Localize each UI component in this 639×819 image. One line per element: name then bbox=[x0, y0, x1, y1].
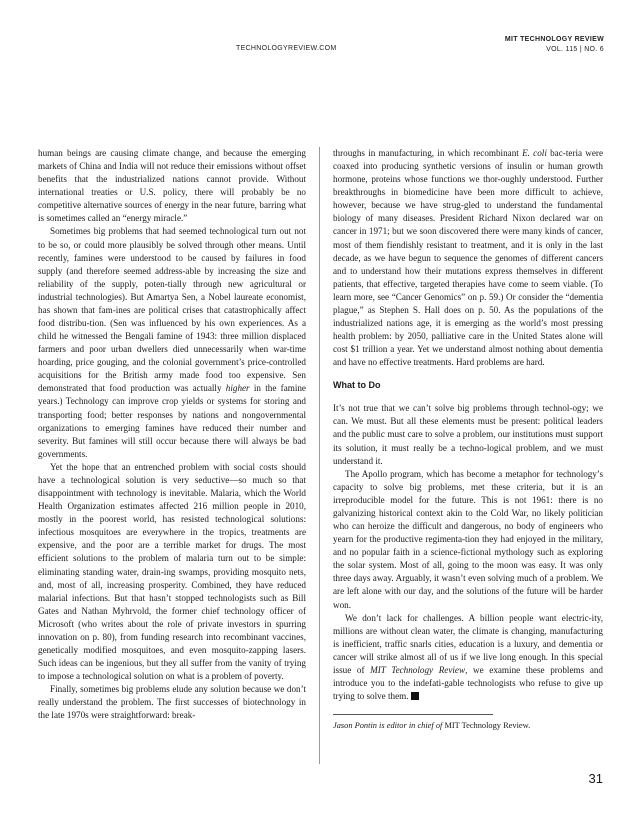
emphasis: higher bbox=[225, 383, 250, 394]
paragraph: throughs in manufacturing, in which recombinant E. coli bac-teria were coaxed into producing synthetic versions of insulin or human growth hormone, proteins whose functions we thor-oughly understood. Further breakthroughs in biomedicine have been more difficult to achieve, however, because we have strug-gled to understand the fundamental biology of many diseases. President Richard Nixon declared war on cancer in 1971; but we soon discovered there were many kinds of cancer, most of them fiendishly resistant to treatment, and it is only in the last decade, as we have begun to sequence the genomes of different cancers and to understand how their mutations express themselves in different patients, that effective, targeted therapies have come to seem viable. (To learn more, see “Cancer Genomics” on p. 59.) Or consider the “dementia plague,” as Stephen S. Hall does on p. 50. As the populations of the industrialized nations age, it is emerging as the world’s most pressing health problem: by 2050, palliative care in the United States alone will cost $1 trillion a year. Yet we understand almost nothing about dementia and have no effective treatments. Hard problems are hard. bbox=[333, 148, 604, 368]
author-bio: Jason Pontin is editor in chief of MIT Technology Review. bbox=[333, 721, 531, 731]
paragraph: Finally, sometimes big problems elude any solution because we don’t really understand the problem. The first successes of biotechnology in the late 1970s were straightforward: break- bbox=[38, 684, 306, 721]
paragraph: Sometimes big problems that had seemed technological turn out not to be so, or could more plausibly be solved through other means. Until recently, famines were understood to be caused by failures in food supply (and therefore seemed address-able by increasing the size and reliability of the supply, poten-tially through new agricultural or industrial technologies). But Amartya Sen, a Nobel laureate economist, has shown that fam-ines are political crises that catastrophically affect food distribu-tion. (Sen was influenced by his own experiences. As a child he witnessed the Bengali famine of 1943: three million displaced farmers and poor urban dwellers died unnecessarily when war-time hoarding, price gouging, and the colonial government’s price-controlled acquisitions for the British army made food too expensive. Sen demonstrated that food production was actually higher in the famine years.) Technology can improve crop yields or systems for storing and transporting food; better responses by nations and nongovernmental organizations to emerging famines have reduced their number and severity. But famines will still occur because there will always be bad governments. bbox=[38, 226, 306, 459]
left-column bbox=[38, 147, 306, 722]
paragraph: human beings are causing climate change, and because the emerging markets of China and India will not reduce their emissions without offset benefits that the industrialized nations cannot provide. Without international treaties or U.S. policy, there will probably be no competitive alternative sources of energy in the near future, barring what is sometimes called an “energy miracle.” bbox=[38, 148, 306, 224]
emphasis: MIT Technology Review bbox=[370, 664, 466, 675]
site-url: TECHNOLOGYREVIEW.COM bbox=[236, 45, 337, 52]
right-column bbox=[333, 147, 603, 732]
bio-divider bbox=[333, 714, 493, 715]
paragraph: Yet the hope that an entrenched problem with social costs should have a technological solution is very seductive—so much so that disappointment with technology is inevitable. Malaria, which the World Health Organization estimates affected 216 million people in 2010, mostly in the poorest world, has resisted technological solutions: infectious mosquitoes are everywhere in the tropics, treatments are expensive, and the poor are a terrible market for drugs. The most efficient solutions to the problem of malaria turn out to be simple: eliminating standing water, drain-ing swamps, providing mosquito nets, and, most of all, increasing prosperity. Combined, they have reduced malarial infections. But that hasn’t stopped technologists such as Bill Gates and Nathan Myhrvold, the former chief technology officer of Microsoft (who writes about the role of private investors in spurring innovation on p. 80), from funding research into recombinant vaccines, genetically modified mosquitoes, and even mosquito-zapping lasers. Such ideas can be ingenious, but they all suffer from the vanity of trying to impose a technological solution on what is a problem of poverty. bbox=[38, 461, 306, 682]
magazine-name: MIT TECHNOLOGY REVIEW bbox=[504, 36, 604, 43]
emphasis: E. coli bbox=[522, 148, 547, 158]
paragraph: We don’t lack for challenges. A billion people want electric-ity, millions are without clean water, the climate is changing, manufacturing is inefficient, traffic snarls cities, education is a luxury, and dementia or cancer will strike almost all of us if we live long enough. In this special issue of MIT Technology Review, we examine these problems and introduce you to the indefati-gable technologists who refuse to give up trying to solve them. bbox=[333, 612, 603, 702]
page-number: 31 bbox=[588, 771, 603, 786]
paragraph: It’s not true that we can’t solve big problems through technol-ogy; we can. We must. But all these elements must be present: political leaders and the public must care to solve a problem, our institutions must support its solution, it must really be a techno-logical problem, and we must understand it. bbox=[333, 403, 603, 466]
end-of-article-icon bbox=[411, 692, 419, 700]
paragraph: The Apollo program, which has become a metaphor for technology’s capacity to solve big problems, met these criteria, but it is an irreproducible model for the future. This is not 1961: there is no galvanizing historical context akin to the Cold War, no likely politician who can heroize the difficult and dangerous, no body of engineers who yearn for the productive regimenta-tion they had enjoyed in the military, and no popular faith in a science-fictional mythology such as exploring the solar system. Most of all, going to the moon was easy. It was only three days away. Arguably, it wasn’t even solving much of a problem. We are left alone with our day, and the solutions of the future will be harder won. bbox=[333, 468, 603, 610]
volume-issue: VOL. 115 | NO. 6 bbox=[546, 46, 604, 53]
column-divider bbox=[319, 147, 320, 764]
section-heading: What to Do bbox=[333, 380, 381, 391]
